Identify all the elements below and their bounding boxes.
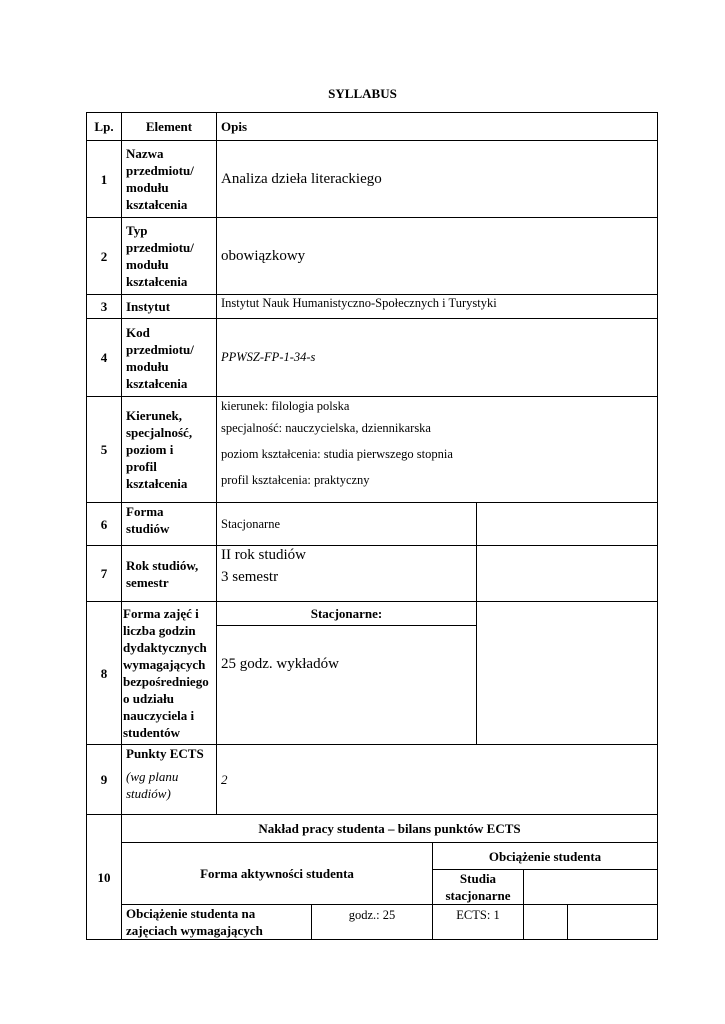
row-number: 2 (87, 218, 122, 295)
load-column-header: Obciążenie studenta (433, 843, 658, 870)
empty-cell (568, 905, 658, 940)
activity-column-header: Forma aktywności studenta (122, 843, 433, 905)
row-label: Kod przedmiotu/ modułu kształcenia (122, 319, 217, 397)
course-name: Analiza dzieła literackiego (217, 141, 658, 218)
study-form: Stacjonarne (217, 503, 477, 546)
row-5 (87, 397, 658, 503)
row-label: Punkty ECTS (wg planu studiów) (122, 745, 217, 815)
row-number: 9 (87, 745, 122, 815)
row-number: 7 (87, 546, 122, 602)
ects-value: ECTS: 1 (433, 905, 524, 940)
hours-value: godz.: 25 (312, 905, 433, 940)
year-semester: II rok studiów 3 semestr (217, 546, 477, 602)
row-label: Kierunek, specjalność, poziom i profil kształcenia (122, 397, 217, 503)
row-label: Forma studiów (122, 503, 217, 546)
teaching-hours: 25 godz. wykładów (217, 626, 477, 745)
row-number: 10 (87, 815, 122, 940)
stationary-subheader: Stacjonarne: (217, 602, 477, 626)
row-number: 6 (87, 503, 122, 546)
empty-cell (524, 905, 568, 940)
document-title: SYLLABUS (328, 86, 397, 101)
row-number: 4 (87, 319, 122, 397)
row-6 (87, 503, 658, 546)
row-2 (87, 218, 658, 295)
ects-points: 2 (217, 745, 658, 815)
header-opis: Opis (217, 113, 658, 141)
row-4 (87, 319, 658, 397)
row-10-headers (87, 843, 658, 870)
row-10 (87, 815, 658, 843)
row-label: Rok studiów, semestr (122, 546, 217, 602)
row-10-data (87, 905, 658, 940)
row-number: 5 (87, 397, 122, 503)
row-8 (87, 602, 658, 626)
row-9 (87, 745, 658, 815)
row-number: 8 (87, 602, 122, 745)
course-code: PPWSZ-FP-1-34-s (217, 319, 658, 397)
header-element: Element (122, 113, 217, 141)
row-label: Nazwa przedmiotu/ modułu kształcenia (122, 141, 217, 218)
row-label: Obciążenie studenta na zajęciach wymagających (122, 905, 312, 940)
syllabus-table (86, 112, 658, 940)
row-label: Forma zajęć i liczba godzin dydaktycznych wymagających bezpośredniego o udziału nauczyciela i studentów (122, 602, 217, 745)
row-number: 3 (87, 295, 122, 319)
stationary-column-header: Studia stacjonarne (433, 870, 524, 905)
row-label: Instytut (122, 295, 217, 319)
empty-cell (524, 870, 658, 905)
row-7 (87, 546, 658, 602)
row-1 (87, 141, 658, 218)
empty-cell (477, 546, 658, 602)
field-of-study: kierunek: filologia polska specjalność: nauczycielska, dziennikarska poziom kształcenia: studia pierwszego stopnia profil kształcenia: praktyczny (217, 397, 658, 503)
row-label: Typ przedmiotu/ modułu kształcenia (122, 218, 217, 295)
header-row (87, 113, 658, 141)
header-lp: Lp. (87, 113, 122, 141)
empty-cell (477, 503, 658, 546)
workload-heading: Nakład pracy studenta – bilans punktów ECTS (122, 815, 658, 843)
course-type: obowiązkowy (217, 218, 658, 295)
row-number: 1 (87, 141, 122, 218)
institute: Instytut Nauk Humanistyczno-Społecznych i Turystyki (217, 295, 658, 319)
row-3 (87, 295, 658, 319)
empty-cell (477, 602, 658, 745)
